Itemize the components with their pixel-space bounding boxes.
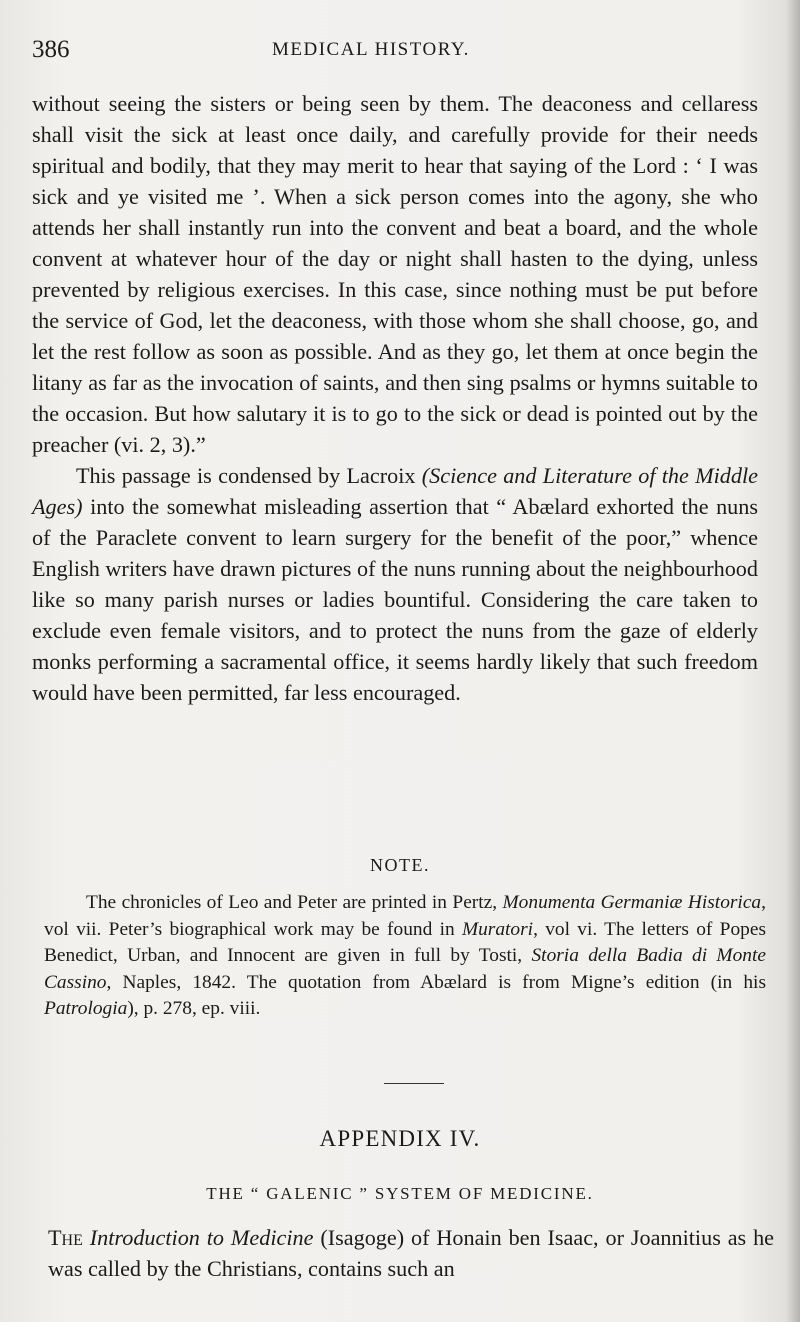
appendix-paragraph	[48, 1222, 774, 1284]
note-heading: NOTE.	[370, 855, 430, 875]
book-title-introduction: Introduction to Medicine	[89, 1225, 314, 1250]
paragraph-2	[32, 460, 758, 708]
note-title-patrologia: Patrologia	[44, 998, 128, 1019]
paragraph-1: without seeing the sisters or being seen by them. The deaconess and cellaress shall visit the sick at least once daily, and carefully provide for their needs spiritual and bodily, that they may merit to hear that saying of the Lord : ‘ I was sick and ye visited me ’. When a sick person comes into the agony, she who attends her shall instantly run into the convent and beat a board, and the whole convent at whatever hour of the day or night shall hasten to the dying, unless prevented by religious exercises. In this case, since nothing must be put before the service of God, let the deaconess, with those whom she shall choose, go, and let the rest follow as soon as possible. And as they go, let them at once begin the litany as far as the invocation of saints, and then sing psalms or hymns suitable to the occasion. But how salutary it is to go to the sick or dead is pointed out by the preacher (vi. 2, 3).”	[32, 91, 758, 457]
note-text-3: , vol vi. The letters of Popes Benedict, Urban, and Innocent are given in full by Tosti,	[44, 918, 766, 966]
page-number: 386	[32, 36, 70, 63]
appendix-subheading: THE “ GALENIC ” SYSTEM OF MEDICINE.	[206, 1184, 594, 1203]
note-text-4: , Naples, 1842. The quotation from Abælard is from Migne’s edition (in his	[106, 971, 766, 993]
main-text	[32, 88, 758, 708]
note-paragraph	[44, 890, 766, 1023]
note-text-1: The chronicles of Leo and Peter are printed in Pertz,	[86, 892, 498, 913]
page-edge-shadow	[786, 0, 800, 1322]
note-title-monumenta: Monumenta Germaniæ Historica	[502, 892, 762, 913]
note-title-muratori: Muratori	[461, 918, 534, 940]
note-text-5: ), p. 278, ep. viii.	[127, 998, 261, 1019]
note-text-2: , vol vii. Peter’s biographical work may be found in	[44, 892, 766, 940]
book-title-lacroix: (Science and Literature of the Middle Ages)	[32, 463, 759, 519]
appendix-text	[48, 1222, 774, 1284]
note-title-storia: Storia della Badia di Monte Cassino	[44, 945, 766, 993]
appendix-lead-word: The	[48, 1225, 83, 1250]
note-text	[44, 890, 766, 1023]
section-divider	[384, 1083, 444, 1084]
paragraph-2-rest: into the somewhat misleading assertion that “ Abælard exhorted the nuns of the Paraclete convent to learn surgery for the benefit of the poor,” whence English writers have drawn pictures of the nuns running about the neighbourhood like so many parish nurses or ladies bountiful. Considering the care taken to exclude even female visitors, and to protect the nuns from the gaze of elderly monks performing a sacramental office, it seems hardly likely that such freedom would have been permitted, far less encouraged.	[32, 494, 759, 705]
paragraph-2-lead: This passage is condensed by Lacroix	[76, 463, 416, 488]
page-header	[32, 36, 756, 66]
running-head: MEDICAL HISTORY.	[272, 39, 470, 60]
appendix-text-rest: (Isagoge) of Honain ben Isaac, or Joannitius as he was called by the Christians, contains such an	[48, 1225, 775, 1281]
appendix-heading: APPENDIX IV.	[319, 1126, 481, 1151]
